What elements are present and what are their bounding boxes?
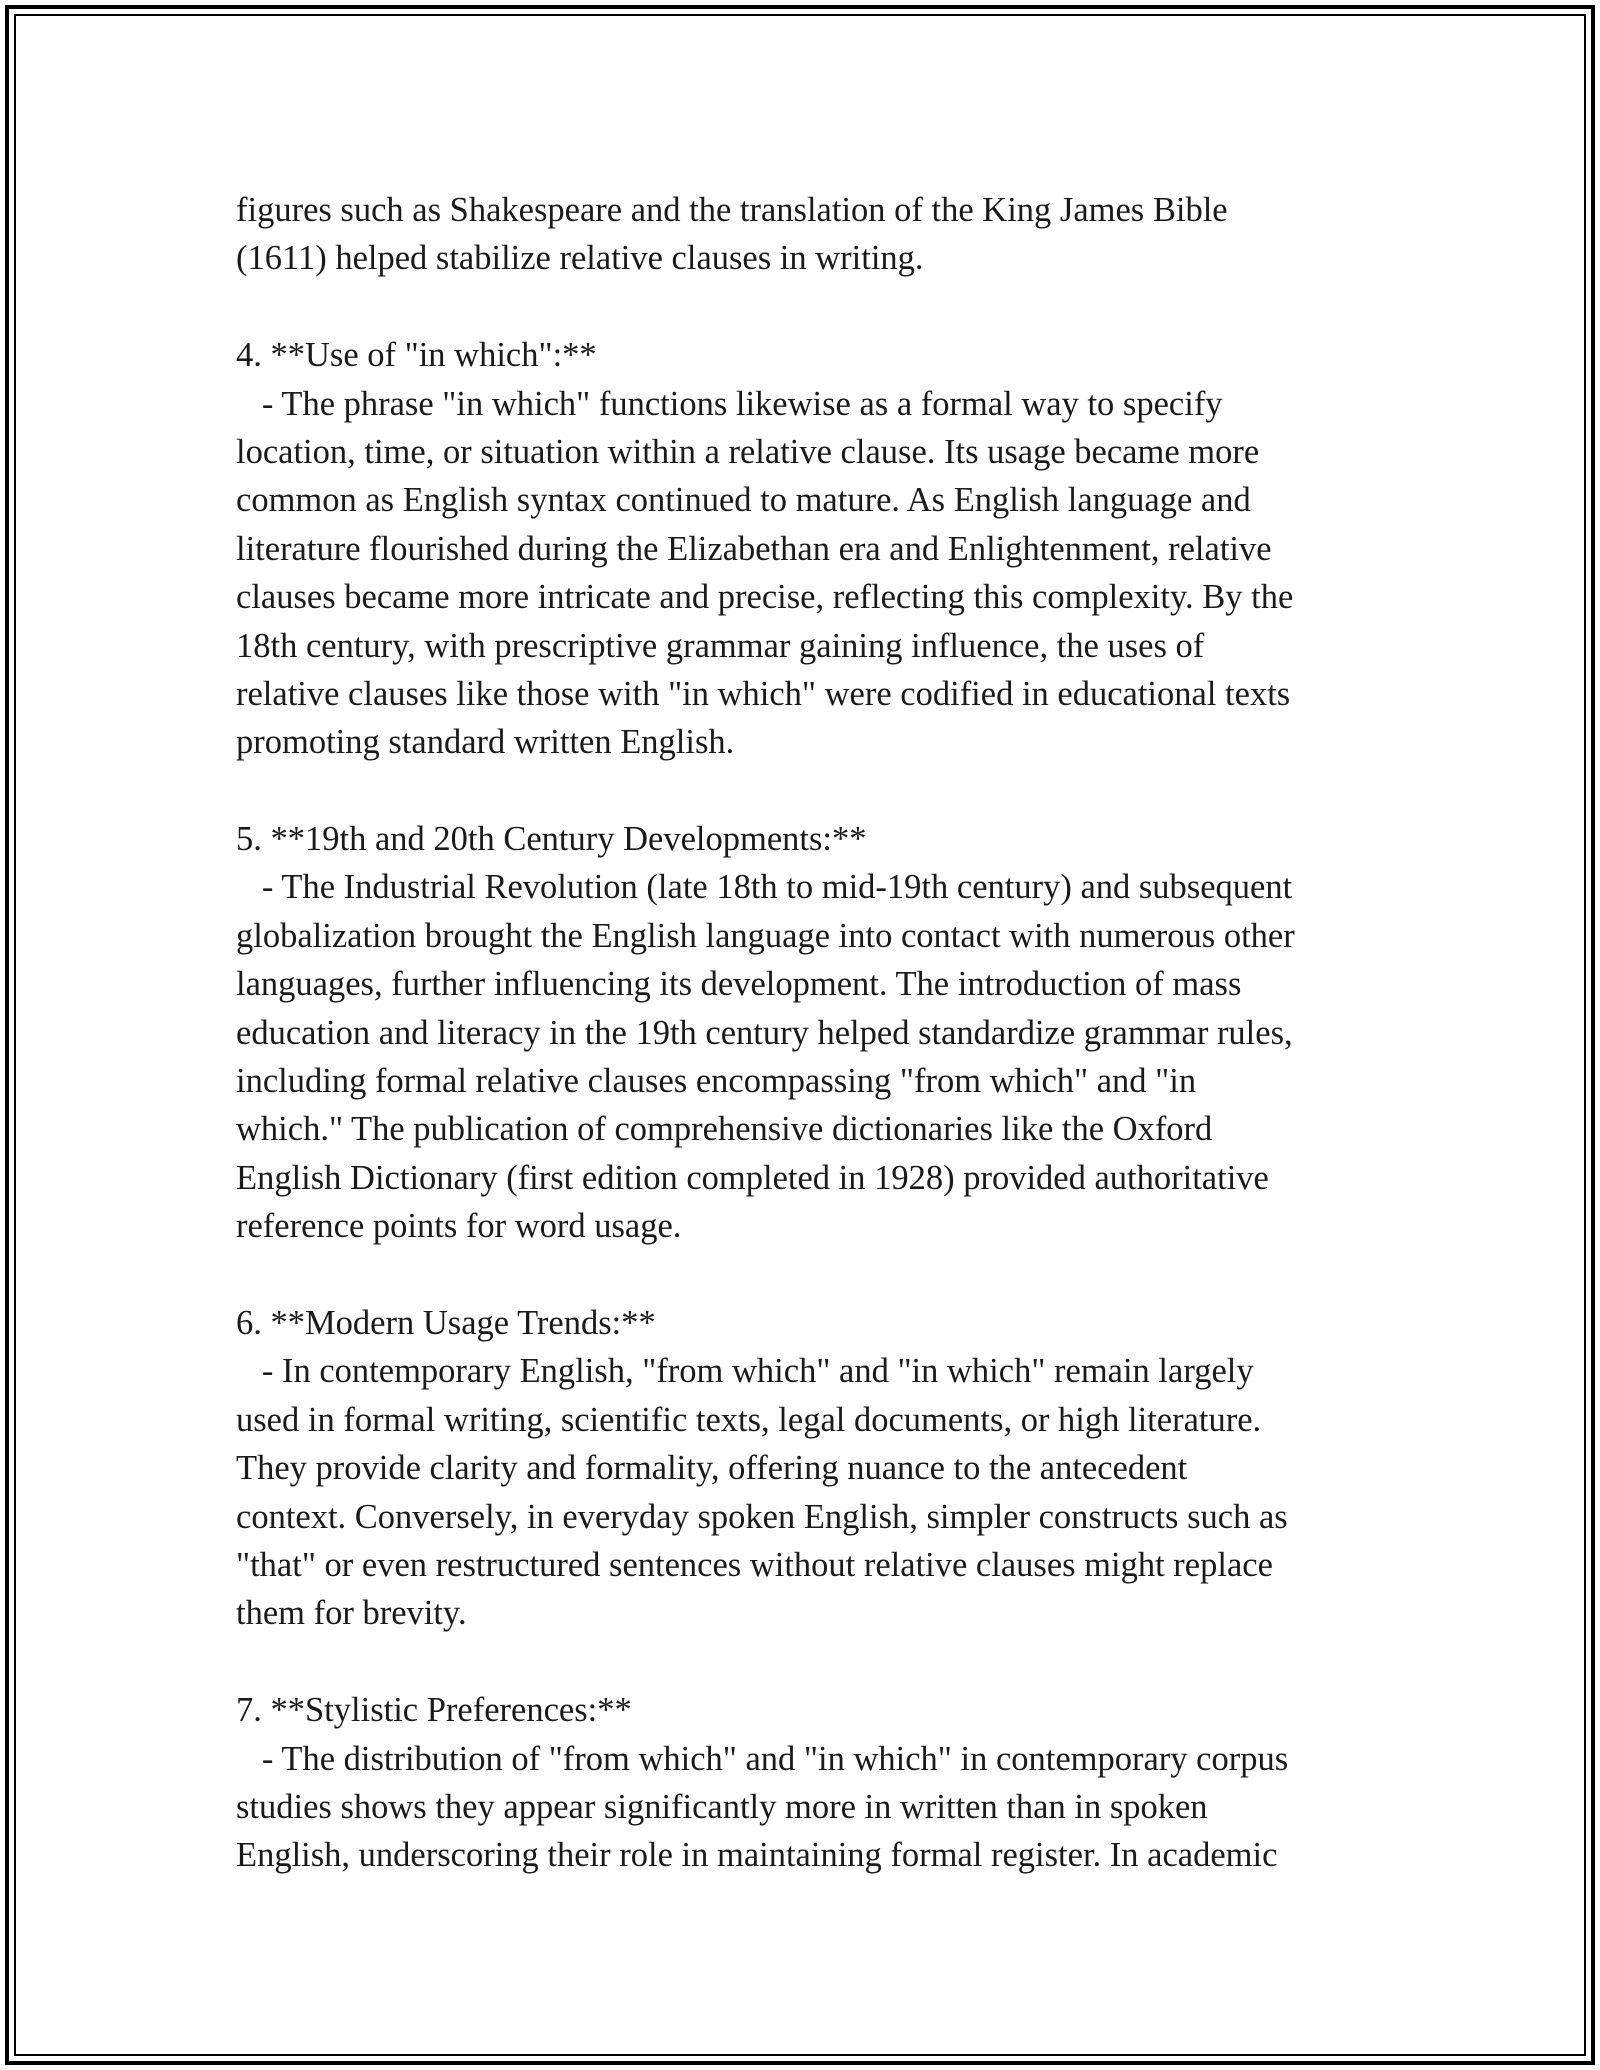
text-line: globalization brought the English language into contact with numerous other [236, 916, 1295, 955]
text-line: education and literacy in the 19th century helped standardize grammar rules, [236, 1013, 1293, 1052]
text-line: - The Industrial Revolution (late 18th to mid-19th century) and subsequent [236, 868, 1293, 907]
text-line: used in formal writing, scientific texts, legal documents, or high literature. [236, 1400, 1262, 1439]
text-line: - In contemporary English, "from which" and "in which" remain largely [236, 1352, 1254, 1391]
text-line: - The phrase "in which" functions likewise as a formal way to specify [236, 384, 1223, 423]
text-line: figures such as Shakespeare and the translation of the King James Bible [236, 191, 1228, 229]
text-line: 4. **Use of "in which":** [236, 336, 597, 375]
text-line: 18th century, with prescriptive grammar gaining influence, the uses of [236, 626, 1205, 665]
text-line: English Dictionary (first edition completed in 1928) provided authoritative [236, 1158, 1269, 1197]
text-line: - The distribution of "from which" and "in which" in contemporary corpus [236, 1739, 1289, 1778]
text-line: 5. **19th and 20th Century Developments:** [236, 820, 867, 859]
text-line: 6. **Modern Usage Trends:** [236, 1303, 656, 1342]
text-line: literature flourished during the Elizabethan era and Enlightenment, relative [236, 529, 1272, 568]
text-line: context. Conversely, in everyday spoken English, simpler constructs such as [236, 1497, 1288, 1536]
text-line: common as English syntax continued to mature. As English language and [236, 481, 1251, 520]
text-line: clauses became more intricate and precise, reflecting this complexity. By the [236, 578, 1294, 617]
text-line: "that" or even restructured sentences without relative clauses might replace [236, 1545, 1273, 1584]
text-line [236, 283, 1436, 331]
text-line: studies shows they appear significantly more in written than in spoken [236, 1787, 1208, 1826]
text-line: which." The publication of comprehensive dictionaries like the Oxford [236, 1110, 1213, 1149]
text-line: They provide clarity and formality, offering nuance to the antecedent [236, 1449, 1188, 1488]
text-line [236, 1638, 1436, 1686]
text-line: relative clauses like those with "in which" were codified in educational texts [236, 674, 1291, 713]
text-line: location, time, or situation within a relative clause. Its usage became more [236, 432, 1260, 471]
text-line: (1611) helped stabilize relative clauses in writing. [236, 239, 924, 278]
text-line [236, 767, 1436, 815]
text-line: 7. **Stylistic Preferences:** [236, 1691, 632, 1730]
text-line: English, underscoring their role in maintaining formal register. In academic [236, 1836, 1278, 1875]
text-line: promoting standard written English. [236, 723, 735, 762]
document-body [236, 186, 1436, 1880]
text-line [236, 1251, 1436, 1299]
text-line: including formal relative clauses encompassing "from which" and "in [236, 1062, 1197, 1101]
text-line: languages, further influencing its development. The introduction of mass [236, 965, 1242, 1004]
text-line: reference points for word usage. [236, 1207, 682, 1246]
text-line: them for brevity. [236, 1594, 467, 1633]
